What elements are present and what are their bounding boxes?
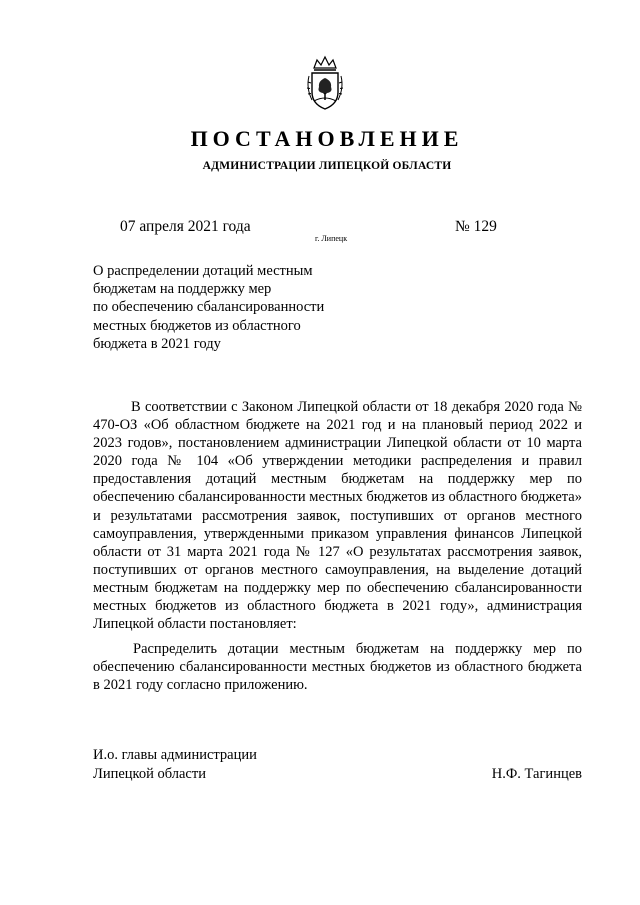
coat-of-arms-icon — [304, 54, 346, 112]
body-paragraph-1: В соответствии с Законом Липецкой области от 18 декабря 2020 года № 470-ОЗ «Об областном бюджете на 2021 год и на плановый период 2022 и 2023 годов», постановлением администрации Липецкой области от 10 марта 2020 года № 104 «Об утверждении методики распределения и правил предоставления дотаций местным бюджетам на поддержку мер по обеспечению сбалансированности местных бюджетов из областного бюджета» и результатами рассмотрения заявок, поступивших от органов местного самоуправления, утвержденными приказом управления финансов Липецкой области от 31 марта 2021 года № 127 «О результатах рассмотрения заявок, поступивших от органов местного самоуправления, на выделение дотаций местным бюджетам на поддержку мер по обеспечению сбалансированности местных бюджетов из областного бюджета в 2021 году», администрация Липецкой области постановляет: — [93, 399, 582, 633]
body-paragraph-2: Распределить дотации местным бюджетам на поддержку мер по обеспечению сбалансированности местных бюджетов из областного бюджета в 2021 году согласно приложению. — [93, 641, 582, 694]
subject-line: бюджетам на поддержку мер — [93, 281, 272, 298]
document-subtitle: АДМИНИСТРАЦИИ ЛИПЕЦКОЙ ОБЛАСТИ — [202, 160, 452, 172]
document-title: ПОСТАНОВЛЕНИЕ — [190, 126, 464, 151]
document-city: г. Липецк — [315, 234, 348, 243]
signatory-role — [93, 746, 257, 784]
document-subject — [93, 262, 383, 353]
document-date: 07 апреля 2021 года — [120, 218, 251, 235]
signatory-name: Н.Ф. Тагинцев — [491, 766, 582, 782]
subject-line: бюджета в 2021 году — [93, 335, 221, 352]
document-number: № 129 — [455, 218, 497, 235]
signatory-role-line: Липецкой области — [93, 766, 206, 782]
subject-line: местных бюджетов из областного — [93, 317, 301, 334]
subject-line: по обеспечению сбалансированности — [93, 299, 325, 316]
subject-line: О распределении дотаций местным — [93, 263, 313, 279]
signatory-role-line: И.о. главы администрации — [93, 747, 257, 763]
